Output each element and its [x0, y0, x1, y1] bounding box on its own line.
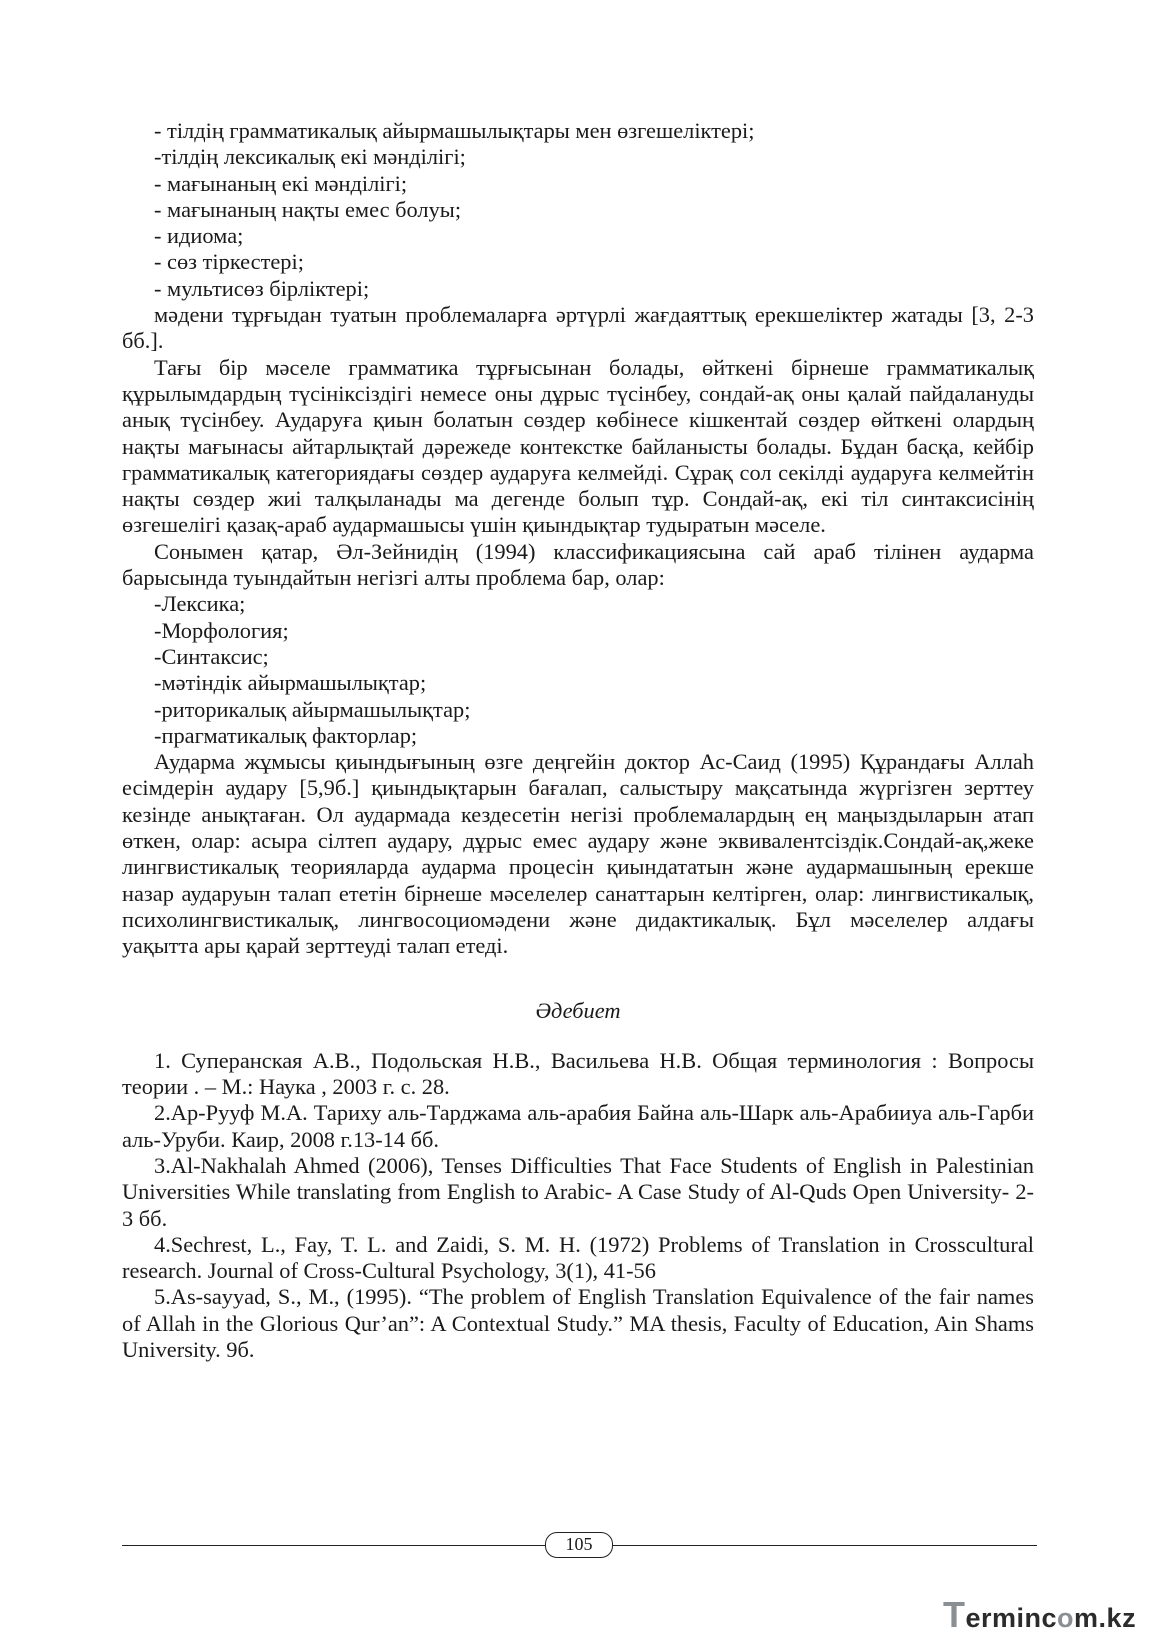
- reference-item: 2.Ар-Рууф М.А. Тариху аль-Тарджама аль-арабия Байна аль-Шарк аль-Арабииуа аль-Гарби аль-Уруби. Каир, 2008 г.13-14 бб.: [122, 1100, 1034, 1152]
- watermark-text: erminc: [965, 1603, 1058, 1633]
- watermark-tail: m.kz: [1074, 1603, 1137, 1633]
- list-item: -мәтіндік айырмашылықтар;: [154, 670, 427, 696]
- list-item: - тілдің грамматикалық айырмашылықтары мен өзгешеліктері;: [154, 118, 755, 143]
- reference-item: 5.As-sayyad, S., M., (1995). “The problem of English Translation Equivalence of the fair names of Allah in the Glorious Qur’an”: A Contextual Study.” MA thesis, Faculty of Education, Ain Shams University. 9б.: [122, 1284, 1034, 1363]
- references-heading: Әдебиет: [535, 997, 621, 1023]
- list-item: -Синтаксис;: [154, 643, 269, 669]
- paragraph-assaid: Аударма жұмысы қиындығының өзге деңгейін доктор Ас-Саид (1995) Құрандағы Аллаh есімдерін аудару [5,9б.] қиындықтарын бағалап, салыстыру мақсатында жүргізген зерттеу кезінде анықтаған. Ол аудармада кездесетін негізі проблемалардың ең маңыздыларын атап өткен, олар: асыра сілтеп аудару, дұрыс емес аудару және эквивалентсіздік.Сондай-ақ,жеке лингвистикалық теорияларда аударма процесін қиындататын және аудармашының ерекше назар аударуын талап ететін бірнеше мәселелер санаттарын келтірген, олар: лингвистикалық, психолингвистикалық, лингвосоциомәдени және дидактикалық. Бұл мәселелер алдағы уақытта ары қарай зерттеуді талап етеді.: [122, 749, 1034, 959]
- watermark-t: T: [943, 1594, 966, 1635]
- reference-item: 4.Sechrest, L., Fay, T. L. and Zaidi, S. M. H. (1972) Problems of Translation in Crosscultural research. Journal of Cross-Cultural Psychology, 3(1), 41-56: [122, 1231, 1034, 1284]
- footer-rule-right: [613, 1545, 1037, 1546]
- list-item: - идиома;: [154, 223, 244, 249]
- watermark-o: o: [1057, 1603, 1075, 1633]
- list-item: -прагматикалық факторлар;: [154, 722, 418, 748]
- list-item: - сөз тіркестері;: [154, 249, 304, 275]
- reference-item: 1. Суперанская А.В., Подольская Н.В., Васильева Н.В. Общая терминология : Вопросы теории . – М.: Наука , 2003 г. с. 28.: [122, 1047, 1034, 1100]
- problem-list: [122, 591, 1034, 749]
- list-item: - мағынаның екі мәнділігі;: [154, 170, 408, 196]
- references-list: [122, 1048, 1034, 1364]
- list-item: - мағынаның нақты емес болуы;: [154, 196, 462, 222]
- paragraph-cultural: мәдени тұрғыдан туатын проблемаларға әртүрлі жағдаяттық ерекшеліктер жатады [3, 2-3 бб.].: [122, 302, 1034, 354]
- reference-item: 3.Al-Nakhalah Ahmed (2006), Tenses Difficulties That Face Students of English in Palestinian Universities While translating from English to Arabic- A Case Study of Al-Quds Open University- 2-3 бб.: [122, 1152, 1034, 1231]
- page-body: [122, 118, 1034, 1363]
- difficulty-list: [122, 118, 1034, 302]
- list-item: - мультисөз бірліктері;: [154, 275, 370, 301]
- list-item: -тілдің лексикалық екі мәнділігі;: [154, 144, 466, 170]
- page-number: 105: [545, 1532, 613, 1558]
- footer-rule-left: [122, 1545, 545, 1546]
- paragraph-grammar: Тағы бір мәселе грамматика тұрғысынан болады, өйткені бірнеше грамматикалық құрылымдардың түсініксіздігі немесе оны дұрыс түсінбеу, сондай-ақ оны қалай пайдалануды анық түсінбеу. Аударуға қиын болатын сөздер көбінесе кішкентай сөздер өйткені олардың нақты мағынасы айтарлықтай дәрежеде контекстке байланысты болады. Бұдан басқа, кейбір грамматикалық категориядағы сөздер аударуға келмейді. Сұрақ сол секілді аударуға келмейтін нақты сөздер жиі талқыланады ма дегенде болып тұр. Сондай-ақ, екі тіл синтаксисінің өзгешелігі қазақ-араб аудармашысы үшін қиындықтар тудыратын мәселе.: [122, 354, 1034, 538]
- list-item: -Морфология;: [154, 617, 289, 643]
- paragraph-classification: Сонымен қатар, Әл-Зейнидің (1994) классификациясына сай араб тілінен аударма барысында туындайтын негізгі алты проблема бар, олар:: [122, 538, 1034, 591]
- termincom-watermark: [943, 1594, 1136, 1636]
- list-item: -Лексика;: [154, 591, 246, 617]
- list-item: -риторикалық айырмашылықтар;: [154, 696, 471, 722]
